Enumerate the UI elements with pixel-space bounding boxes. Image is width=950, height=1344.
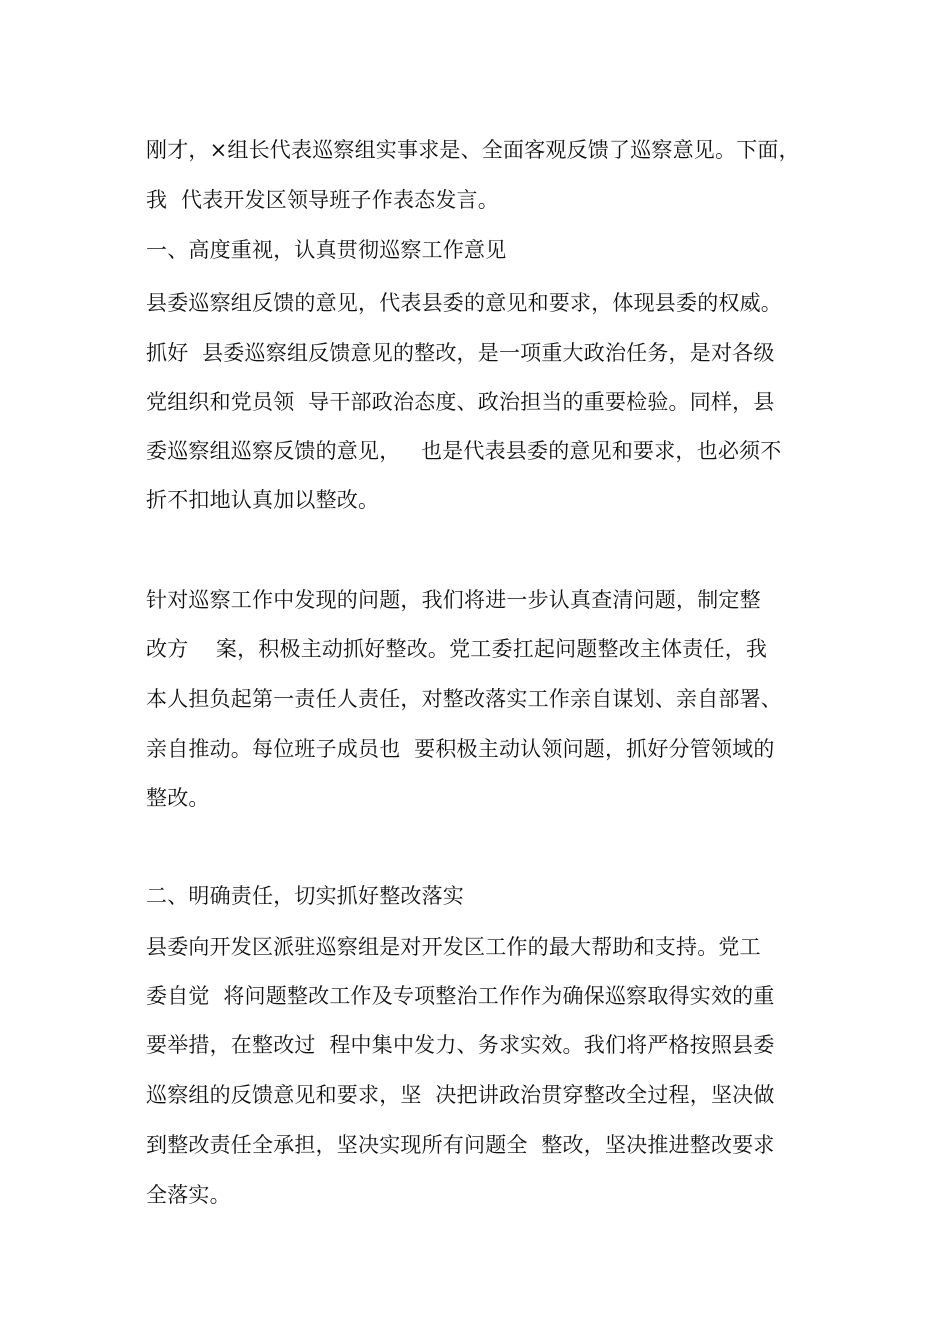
paragraph-2-line-3: 党组织和党员领 导干部政治态度、政治担当的重要检验。同样，县 [146, 390, 775, 414]
paragraph-4-line-3: 要举措，在整改过 程中集中发力、务求实效。我们将严格按照县委 [146, 1033, 775, 1057]
paragraph-2-line-5: 折不扣地认真加以整改。 [146, 488, 380, 512]
section-heading-2: 二、明确责任，切实抓好整改落实 [146, 884, 464, 908]
section-heading-1: 一、高度重视，认真贯彻巡察工作意见 [146, 238, 507, 262]
paragraph-4-line-4: 巡察组的反馈意见和要求，坚 决把讲政治贯穿整改全过程，坚决做 [146, 1083, 775, 1107]
paragraph-3-line-1: 针对巡察工作中发现的问题，我们将进一步认真查清问题，制定整 [146, 588, 761, 612]
paragraph-3-line-2: 改方 案，积极主动抓好整改。党工委扛起问题整改主体责任，我 [146, 637, 768, 661]
paragraph-2-line-4: 委巡察组巡察反馈的意见， 也是代表县委的意见和要求，也必须不 [146, 439, 782, 463]
paragraph-3-line-4: 亲自推动。每位班子成员也 要积极主动认领问题，抓好分管领域的 [146, 737, 775, 761]
paragraph-4-line-1: 县委向开发区派驻巡察组是对开发区工作的最大帮助和支持。党工 [146, 935, 761, 959]
paragraph-3-line-3: 本人担负起第一责任人责任，对整改落实工作亲自谋划、亲自部署、 [146, 687, 782, 711]
paragraph-4-line-5: 到整改责任全承担，坚决实现所有问题全 整改，坚决推进整改要求 [146, 1133, 775, 1157]
paragraph-4-line-6: 全落实。 [146, 1183, 231, 1207]
paragraph-2-line-2: 抓好 县委巡察组反馈意见的整改，是一项重大政治任务，是对各级 [146, 341, 775, 365]
paragraph-1-line-2: 我 代表开发区领导班子作表态发言。 [146, 188, 499, 212]
paragraph-3-line-5: 整改。 [146, 786, 210, 810]
paragraph-4-line-2: 委自觉 将问题整改工作及专项整治工作作为确保巡察取得实效的重 [146, 984, 775, 1008]
paragraph-1-line-1: 刚才，×组长代表巡察组实事求是、全面客观反馈了巡察意见。下面， [146, 138, 800, 162]
paragraph-2-line-1: 县委巡察组反馈的意见，代表县委的意见和要求，体现县委的权威。 [146, 291, 782, 315]
